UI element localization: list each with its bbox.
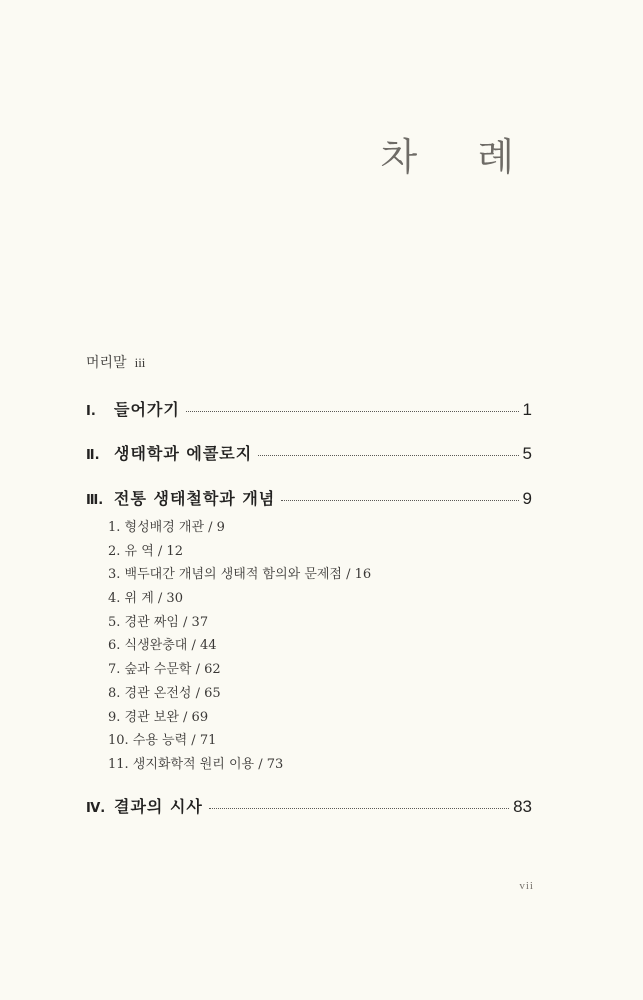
dot-leader [209, 807, 509, 809]
preface-entry[interactable] [86, 352, 145, 372]
dot-leader [186, 410, 519, 412]
section-list [108, 516, 371, 777]
chapter-number: Ⅲ. [86, 493, 104, 508]
chapter-2-entry[interactable] [86, 441, 532, 465]
section-item[interactable]: 10. 수용 능력 / 71 [108, 733, 217, 749]
chapter-title: 전통 생태철학과 개념 [114, 489, 276, 508]
chapter-number: Ⅳ. [86, 801, 106, 816]
section-item[interactable]: 4. 위 계 / 30 [108, 591, 183, 607]
chapter-title: 생태학과 에콜로지 [114, 444, 253, 463]
chapter-3-entry[interactable] [86, 486, 532, 510]
section-item[interactable]: 6. 식생완충대 / 44 [108, 638, 217, 654]
section-item[interactable]: 11. 생지화학적 원리 이용 / 73 [108, 756, 284, 772]
section-item[interactable]: 9. 경관 보완 / 69 [108, 709, 209, 725]
chapter-page-number: 5 [522, 444, 532, 463]
chapter-4-entry[interactable] [86, 794, 532, 818]
section-item[interactable]: 3. 백두대간 개념의 생태적 함의와 문제점 / 16 [108, 567, 372, 583]
chapter-page-number: 1 [522, 400, 532, 419]
section-item[interactable]: 1. 형성배경 개관 / 9 [108, 520, 225, 535]
preface-page-number: iii [134, 355, 146, 370]
section-item[interactable]: 2. 유 역 / 12 [108, 543, 183, 559]
dot-leader [258, 454, 518, 456]
chapter-title: 들어가기 [114, 400, 180, 419]
chapter-page-number: 83 [513, 797, 532, 816]
section-item[interactable]: 7. 숲과 수문학 / 62 [108, 662, 221, 678]
section-item[interactable]: 8. 경관 온전성 / 65 [108, 685, 221, 701]
chapter-number: Ⅱ. [86, 448, 100, 463]
section-item[interactable]: 5. 경관 짜임 / 37 [108, 614, 209, 630]
dot-leader [281, 499, 518, 501]
chapter-title: 결과의 시사 [114, 797, 203, 816]
chapter-page-number: 9 [522, 489, 532, 508]
chapter-1-entry[interactable] [86, 397, 532, 421]
preface-label: 머리말 [86, 355, 127, 371]
page-title: 차 례 [380, 135, 538, 179]
chapter-number: Ⅰ. [86, 404, 96, 419]
page-folio: vii [519, 880, 534, 892]
